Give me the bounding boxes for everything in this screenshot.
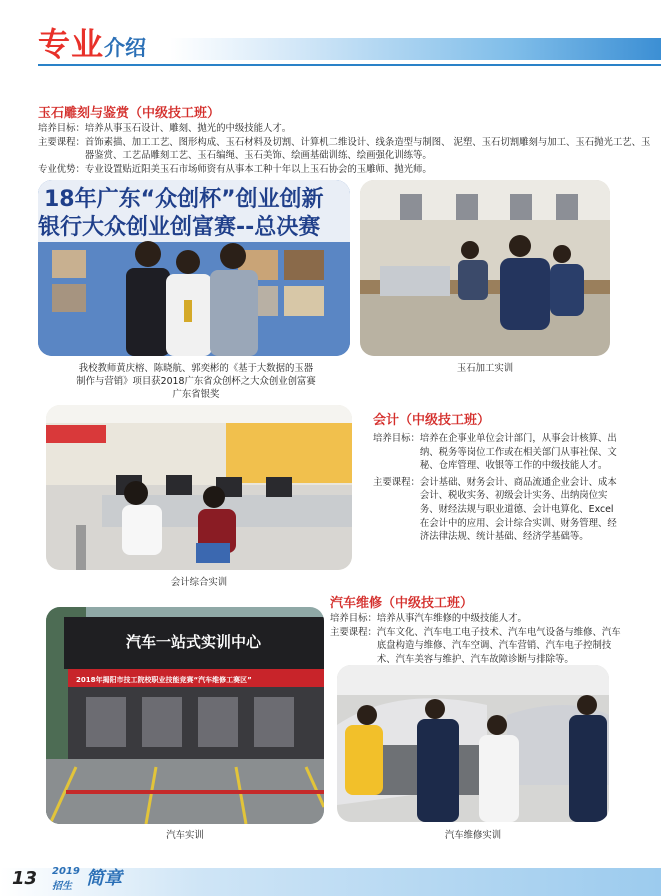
auto-center-photo xyxy=(46,607,324,824)
award-banner-line2: 银行大众创业创富赛--总决赛 xyxy=(38,215,321,240)
award-photo xyxy=(38,180,350,356)
auto-center-sign: 汽车一站式实训中心 xyxy=(126,633,262,651)
auto-center-caption: 汽车实训 xyxy=(166,830,204,841)
accounting-goal-label: 培养目标： xyxy=(373,433,420,444)
jade-adv-text: 专业设置贴近阳美玉石市场师资有从事本工种十年以上玉石协会的玉雕师、抛光师。 xyxy=(84,163,432,175)
footer-brochure-name: 简章 xyxy=(86,868,122,889)
jade-goal-row xyxy=(38,122,654,136)
footer-year: 2019 xyxy=(52,866,80,877)
page-title xyxy=(38,26,146,66)
jade-course-row xyxy=(38,136,654,163)
accounting-section-title: 会计（中级技工班） xyxy=(373,413,491,428)
auto-repair-caption: 汽车维修实训 xyxy=(444,830,502,841)
accounting-course-row xyxy=(373,476,619,544)
auto-center-banner: 2018年揭阳市技工院校职业技能竞赛“汽车维修工赛区” xyxy=(76,676,252,684)
header-divider xyxy=(38,64,661,66)
auto-goal-label: 培养目标： xyxy=(330,613,377,624)
auto-goal-row xyxy=(330,612,630,626)
auto-section-body xyxy=(330,612,630,666)
header-band xyxy=(170,38,661,60)
award-banner-line1: 18年广东“众创杯”创业创新 xyxy=(44,187,324,212)
jade-goal-text: 培养从事玉石设计、雕刻、抛光的中级技能人才。 xyxy=(84,123,292,134)
auto-goal-text: 培养从事汽车维修的中级技能人才。 xyxy=(376,613,527,624)
jade-course-text: 首饰素描、加工工艺、图形构成、玉石材料及切割、计算机二维设计、线条造型与制图、 泥塑、玉石切割雕刻与加工、玉石抛光工艺、玉器鉴赏、工艺品雕刻工艺、玉石编绳、玉石美饰、绘画基础训练、绘画强化训练等。 xyxy=(84,136,651,162)
auto-course-label: 主要课程： xyxy=(330,626,377,638)
auto-course-text: 汽车文化、汽车电工电子技术、汽车电气设备与维修、汽车底盘构造与维修、汽车空调、汽车营销、汽车电子控制技术、汽车美容与维护、汽车故障诊断与排除等。 xyxy=(376,626,621,665)
auto-course-row xyxy=(330,626,630,667)
jade-workshop-photo xyxy=(360,180,610,356)
accounting-lab-caption: 会计综合实训 xyxy=(170,577,228,588)
auto-repair-photo xyxy=(337,665,609,822)
accounting-lab-photo xyxy=(46,405,352,570)
accounting-goal-text: 培养在企事业单位会计部门，从事会计核算、出纳、税务等岗位工作或在相关部门从事社保、文秘、仓库管理、收银等工作的中级技能人才。 xyxy=(419,433,617,472)
jade-course-label: 主要课程： xyxy=(38,136,85,148)
page-title-big: 专业 xyxy=(38,25,105,63)
jade-workshop-caption: 玉石加工实训 xyxy=(456,363,514,374)
award-photo-caption: 我校教师黄庆榕、陈晓航、郭奕彬的《基于大数据的玉器制作与营销》项目获2018广东省众创杯之大众创业创富赛广东省银奖 xyxy=(76,363,316,400)
auto-section-title: 汽车维修（中级技工班） xyxy=(330,596,474,611)
footer-prefix: 招生 xyxy=(52,881,72,892)
jade-section-title: 玉石雕刻与鉴赏（中级技工班） xyxy=(38,106,221,121)
jade-adv-row xyxy=(38,163,654,177)
accounting-goal-row xyxy=(373,432,619,473)
page-number: 13 xyxy=(12,868,38,889)
page-title-small: 介绍 xyxy=(104,36,147,60)
accounting-course-label: 主要课程： xyxy=(373,476,420,488)
accounting-course-text: 会计基础、财务会计、商品流通企业会计、成本会计、税收实务、初级会计实务、出纳岗位实务、财经法规与职业道德、会计电算化、Excel在会计中的应用、会计综合实训、财务管理、经济法律法规、统计基础、经济学基础等。 xyxy=(419,476,617,543)
jade-goal-label: 培养目标： xyxy=(38,123,85,134)
jade-adv-label: 专业优势： xyxy=(38,163,85,175)
jade-section-body xyxy=(38,122,654,176)
accounting-section-body xyxy=(373,432,619,544)
